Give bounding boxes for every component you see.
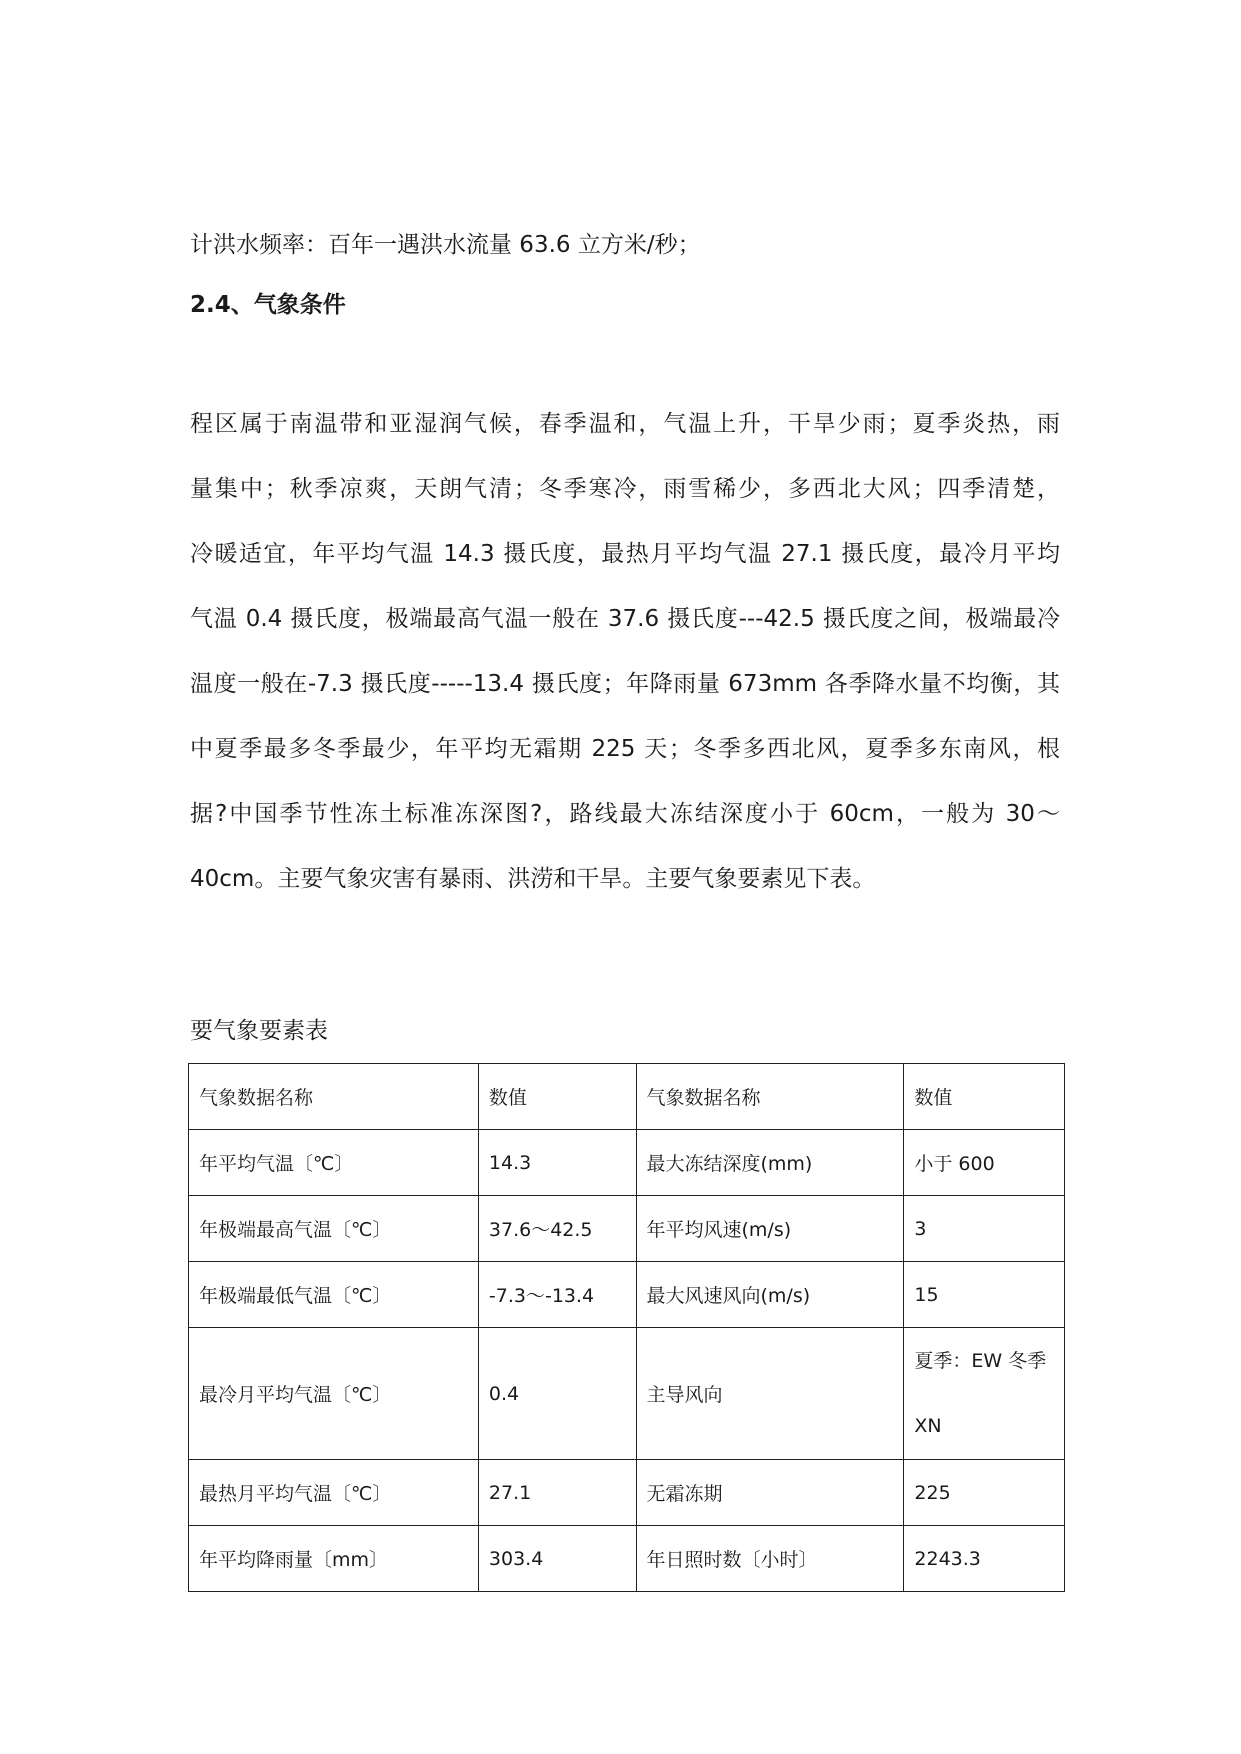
table-cell: 15 xyxy=(904,1262,1065,1328)
paragraph-line: 温度一般在-7.3 摄氏度-----13.4 摄氏度；年降雨量 673mm 各季降水量不均衡，其 xyxy=(190,671,1060,697)
section-heading: 2.4、气象条件 xyxy=(190,292,346,318)
table-cell: 年极端最低气温〔℃〕 xyxy=(189,1262,479,1328)
table-cell: -7.3～-13.4 xyxy=(478,1262,636,1328)
header-cell: 气象数据名称 xyxy=(636,1064,904,1130)
paragraph-line: 量集中；秋季凉爽，天朗气清；冬季寒冷，雨雪稀少，多西北大风；四季清楚， xyxy=(190,476,1060,502)
table-caption: 要气象要素表 xyxy=(190,1018,328,1044)
table-cell: 年极端最高气温〔℃〕 xyxy=(189,1196,479,1262)
table-cell: 小于 600 xyxy=(904,1130,1065,1196)
header-cell: 数值 xyxy=(904,1064,1065,1130)
table-row xyxy=(189,1460,1065,1526)
table-row xyxy=(189,1196,1065,1262)
table-cell: 年平均风速(m/s) xyxy=(636,1196,904,1262)
paragraph-line: 程区属于南温带和亚湿润气候，春季温和，气温上升，干旱少雨；夏季炎热，雨 xyxy=(190,411,1060,437)
table-cell: 年平均降雨量〔mm〕 xyxy=(189,1526,479,1592)
header-cell: 气象数据名称 xyxy=(189,1064,479,1130)
table-row xyxy=(189,1526,1065,1592)
paragraph-line: 气温 0.4 摄氏度，极端最高气温一般在 37.6 摄氏度---42.5 摄氏度之间，极端最冷 xyxy=(190,606,1060,632)
table-cell: 无霜冻期 xyxy=(636,1460,904,1526)
table-cell: 0.4 xyxy=(478,1328,636,1460)
table-cell: 225 xyxy=(904,1460,1065,1526)
table-cell: 最热月平均气温〔℃〕 xyxy=(189,1460,479,1526)
table-cell: 最大冻结深度(mm) xyxy=(636,1130,904,1196)
table-cell: 年平均气温〔℃〕 xyxy=(189,1130,479,1196)
table-row xyxy=(189,1262,1065,1328)
table-cell: 3 xyxy=(904,1196,1065,1262)
paragraph-line: 据?中国季节性冻土标准冻深图?，路线最大冻结深度小于 60cm，一般为 30～ xyxy=(190,801,1060,827)
table-header-row xyxy=(189,1064,1065,1130)
paragraph-line: 中夏季最多冬季最少，年平均无霜期 225 天；冬季多西北风，夏季多东南风，根 xyxy=(190,736,1060,762)
table-cell: 2243.3 xyxy=(904,1526,1065,1592)
table-cell: 主导风向 xyxy=(636,1328,904,1460)
table-cell: 年日照时数〔小时〕 xyxy=(636,1526,904,1592)
intro-line: 计洪水频率：百年一遇洪水流量 63.6 立方米/秒； xyxy=(190,232,701,258)
paragraph-line: 40cm。主要气象灾害有暴雨、洪涝和干旱。主要气象要素见下表。 xyxy=(190,866,876,892)
table-row xyxy=(189,1328,1065,1460)
table-cell: 27.1 xyxy=(478,1460,636,1526)
paragraph-line: 冷暖适宜，年平均气温 14.3 摄氏度，最热月平均气温 27.1 摄氏度，最冷月平均 xyxy=(190,541,1060,567)
header-cell: 数值 xyxy=(478,1064,636,1130)
table-cell: 37.6～42.5 xyxy=(478,1196,636,1262)
table-cell: 最大风速风向(m/s) xyxy=(636,1262,904,1328)
table-cell: 最冷月平均气温〔℃〕 xyxy=(189,1328,479,1460)
table-cell: 303.4 xyxy=(478,1526,636,1592)
weather-data-table xyxy=(188,1063,1065,1592)
table-row xyxy=(189,1130,1065,1196)
table-cell: 夏季：EW 冬季 XN xyxy=(904,1328,1065,1460)
table-cell: 14.3 xyxy=(478,1130,636,1196)
